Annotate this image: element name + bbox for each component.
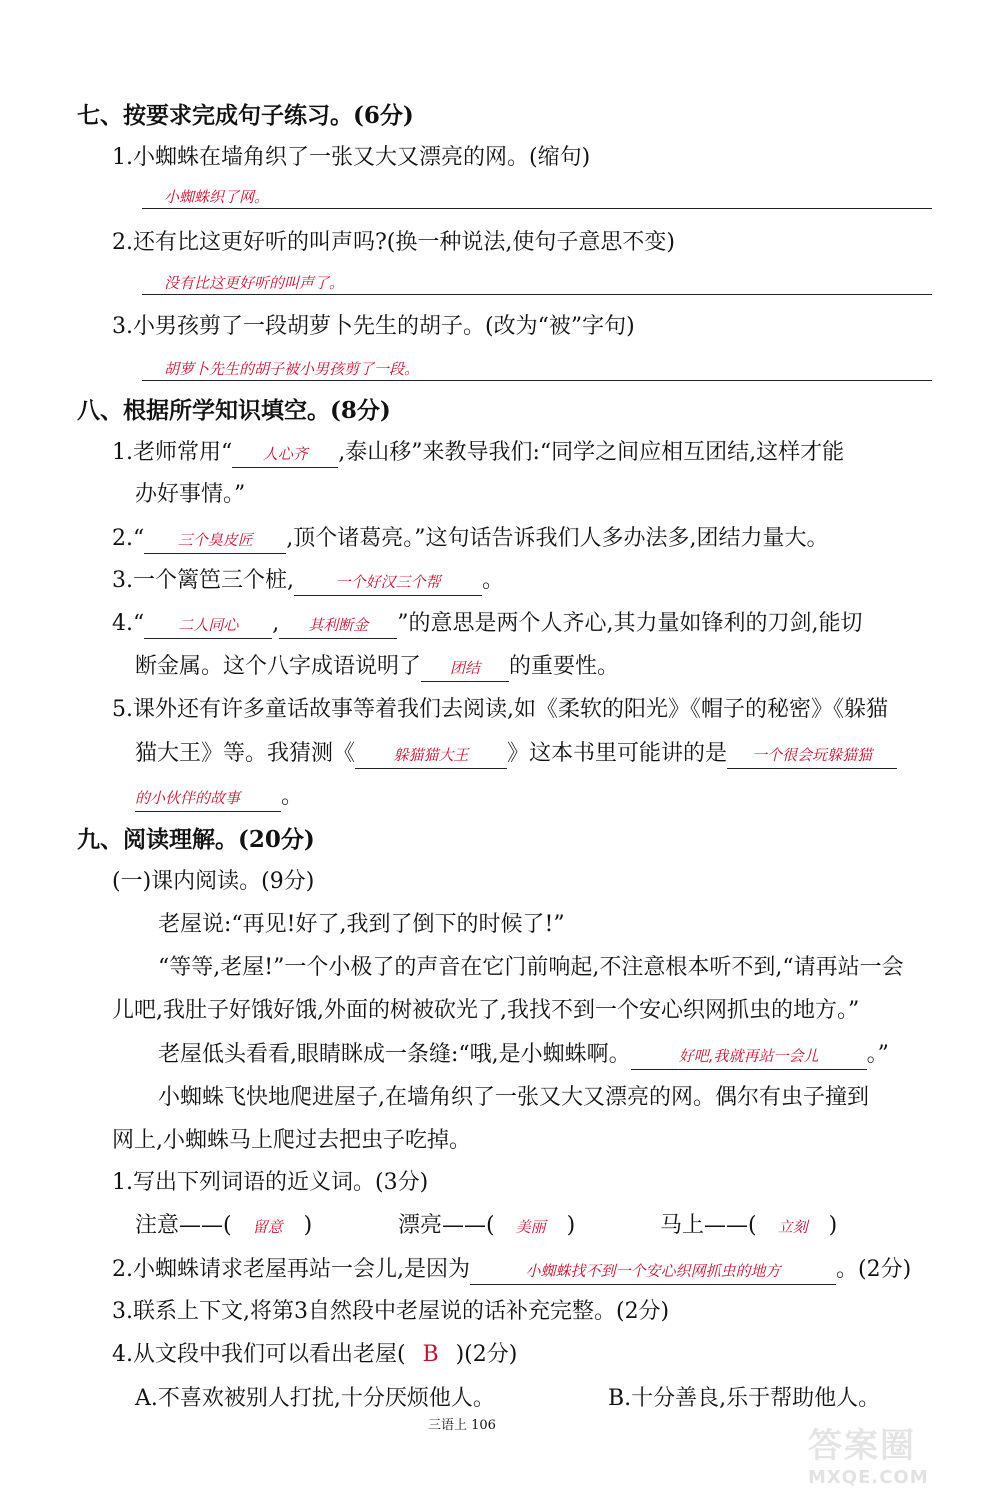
s9-p3-post: 。” (866, 1042, 889, 1067)
s8-q5-blank-1 (355, 741, 507, 769)
s8-q4-answer-1: 二人同心 (178, 616, 239, 634)
s9-question-4 (112, 1340, 517, 1370)
s7-answer-1: 小蜘蛛织了网。 (164, 188, 270, 206)
s9-w2-close: ) (566, 1213, 576, 1238)
s9-w3-answer: 立刻 (777, 1218, 808, 1236)
s7-question-3: 3.小男孩剪了一段胡萝卜先生的胡子。(改为“被”字句) (112, 314, 635, 339)
s8-question-3 (112, 566, 504, 596)
s9-w2: 漂亮——( (398, 1213, 495, 1238)
s8-q1-pre: 1.老师常用“ (112, 440, 233, 465)
s7-answer-line-3 (142, 352, 932, 381)
s8-question-1-cont: 办好事情。” (135, 482, 246, 507)
s8-q4-cont-post: 的重要性。 (509, 654, 620, 679)
s8-q4-answer-2: 其利断金 (308, 616, 369, 634)
watermark-logo (808, 1418, 988, 1488)
s9-option-b: B.十分善良,乐于帮助他人。 (608, 1386, 881, 1411)
s9-synonym-3 (660, 1211, 837, 1242)
s9-w3: 马上——( (660, 1213, 757, 1238)
section-9-heading: 九、阅读理解。(20分) (77, 826, 315, 853)
s8-q5-end: 。 (281, 784, 304, 809)
s8-q2-blank (144, 526, 286, 554)
s8-q4-cont-pre: 断金属。这个八字成语说明了 (135, 654, 422, 679)
s9-q2-post: 。(2分) (836, 1257, 912, 1282)
s8-question-5: 5.课外还有许多童话故事等着我们去阅读,如《柔软的阳光》《帽子的秘密》《躲猫 (112, 697, 888, 722)
s8-q5-line2-mid: 》这本书里可能讲的是 (507, 741, 728, 766)
s7-question-1: 1.小蜘蛛在墙角织了一张又大又漂亮的网。(缩句) (112, 145, 591, 170)
s9-option-a: A.不喜欢被别人打扰,十分厌烦他人。 (135, 1386, 495, 1411)
s8-q5-answer-1: 躲猫猫大王 (393, 746, 469, 764)
s9-q2-answer: 小蜘蛛找不到一个安心织网抓虫的地方 (525, 1262, 781, 1280)
s8-q1-blank (232, 440, 338, 468)
s7-answer-line-2 (142, 266, 932, 295)
s9-q4-answer: B (422, 1342, 439, 1367)
s7-question-2: 2.还有比这更好听的叫声吗?(换一种说法,使句子意思不变) (112, 230, 675, 255)
s9-paragraph-1: 老屋说:“再见!好了,我到了倒下的时候了!” (158, 912, 565, 937)
s8-q3-blank (294, 568, 482, 596)
s8-q3-post: 。 (481, 568, 504, 593)
s8-question-4 (112, 609, 863, 639)
s8-q5-blank-2 (727, 741, 897, 769)
s9-w2-answer: 美丽 (515, 1218, 546, 1236)
s7-answer-3: 胡萝卜先生的胡子被小男孩剪了一段。 (164, 360, 420, 378)
s9-w1-close: ) (303, 1213, 313, 1238)
s9-paragraph-2b: 儿吧,我肚子好饿好饿,外面的树被砍光了,我找不到一个安心织网抓虫的地方。” (112, 998, 860, 1023)
s8-question-5-line-2 (135, 739, 897, 769)
s8-question-1 (112, 438, 844, 468)
s8-q4-pre: 4.“ (112, 611, 145, 636)
section-7-heading: 七、按要求完成句子练习。(6分) (77, 102, 414, 129)
s9-w3-close: ) (828, 1213, 838, 1238)
s9-question-2 (112, 1255, 911, 1285)
s9-synonym-1 (135, 1211, 312, 1242)
s8-q3-answer: 一个好汉三个帮 (335, 573, 441, 591)
s9-paragraph-2a: “等等,老屋!”一个小极了的声音在它门前响起,不注意根本听不到,“请再站一会 (158, 955, 904, 980)
s8-q1-answer: 人心齐 (262, 445, 308, 463)
s7-answer-line-1 (142, 180, 932, 209)
s9-paragraph-3 (158, 1040, 889, 1070)
watermark-bottom: MXQE.COM (808, 1467, 929, 1488)
s8-q3-pre: 3.一个篱笆三个桩, (112, 568, 294, 593)
s9-q2-blank (470, 1257, 836, 1285)
s9-paragraph-4b: 网上,小蜘蛛马上爬过去把虫子吃掉。 (112, 1128, 471, 1153)
s8-question-4-cont (135, 652, 619, 682)
s9-p3-answer: 好吧,我就再站一会儿 (678, 1047, 819, 1065)
page-footer: 三语上 106 (428, 1418, 496, 1433)
s8-q5-line2-pre: 猫大王》等。我猜测《 (135, 741, 356, 766)
s9-w1-answer: 留意 (252, 1218, 283, 1236)
s8-q5-answer-2a: 一个很会玩躲猫猫 (752, 746, 873, 764)
s9-question-1: 1.写出下列词语的近义词。(3分) (112, 1170, 429, 1195)
s8-q2-pre: 2.“ (112, 526, 145, 551)
s8-question-5-line-3 (135, 782, 303, 812)
s8-q5-answer-2b: 的小伙伴的故事 (135, 789, 241, 807)
s8-q4-blank-1 (144, 611, 272, 639)
s9-q2-pre: 2.小蜘蛛请求老屋再站一会儿,是因为 (112, 1257, 470, 1282)
s9-q4-pre: 4.从文段中我们可以看出老屋( (112, 1342, 406, 1367)
s9-paragraph-4a: 小蜘蛛飞快地爬进屋子,在墙角织了一张又大又漂亮的网。偶尔有虫子撞到 (158, 1085, 869, 1110)
s8-q4-answer-3: 团结 (450, 659, 481, 677)
s8-q4-blank-3 (421, 654, 509, 682)
s9-question-3: 3.联系上下文,将第3自然段中老屋说的话补充完整。(2分) (112, 1299, 670, 1324)
s8-q4-mid: , (272, 611, 280, 636)
s9-p3-pre: 老屋低头看看,眼睛眯成一条缝:“哦,是小蜘蛛啊。 (158, 1042, 631, 1067)
s7-answer-2: 没有比这更好听的叫声了。 (164, 274, 345, 292)
s9-q4-post: )(2分) (455, 1342, 518, 1367)
s8-question-2 (112, 524, 829, 554)
s8-q2-post: ,顶个诸葛亮。”这句话告诉我们人多办法多,团结力量大。 (286, 526, 829, 551)
s9-w1: 注意——( (135, 1213, 232, 1238)
s8-q5-blank-3 (135, 784, 281, 812)
watermark-top: 答案圈 (808, 1426, 916, 1466)
section-8-heading: 八、根据所学知识填空。(8分) (77, 397, 391, 424)
s8-q2-answer: 三个臭皮匠 (177, 531, 253, 549)
s8-q1-post: ,泰山移”来教导我们:“同学之间应相互团结,这样才能 (338, 440, 845, 465)
s8-q4-post: ”的意思是两个人齐心,其力量如锋利的刀剑,能切 (397, 611, 863, 636)
s9-p3-blank (631, 1042, 867, 1070)
s8-q4-blank-2 (279, 611, 397, 639)
s9-subheading: (一)课内阅读。(9分) (112, 869, 315, 894)
s9-synonym-2 (398, 1211, 575, 1242)
